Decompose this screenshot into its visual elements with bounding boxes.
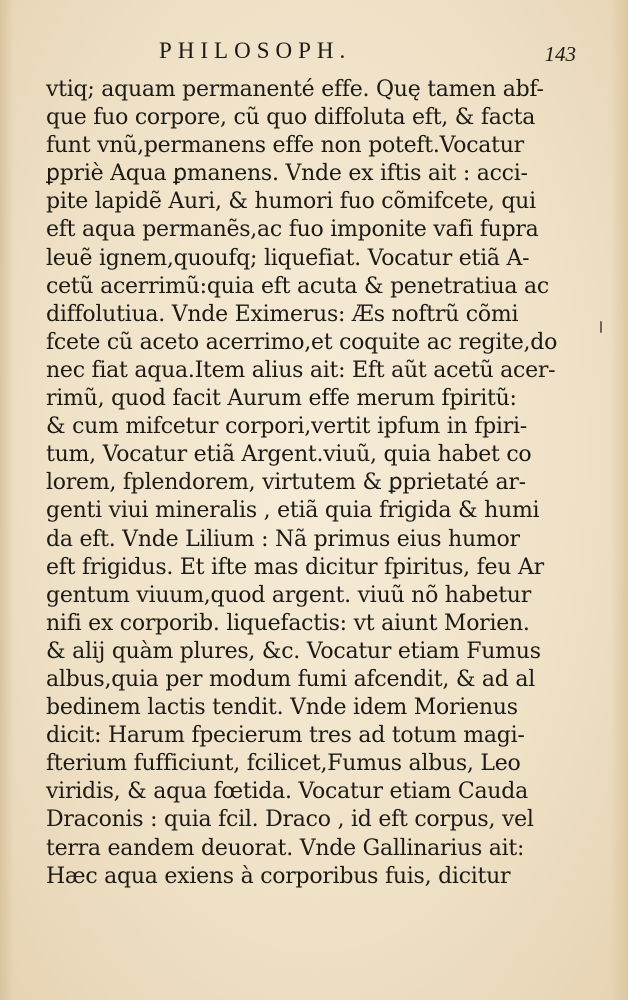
page-edge-shadow-right [610,0,628,1000]
text-line: rimũ, quod facit Aurum effe merum fpiritũ: [46,386,517,412]
page-header [46,34,576,74]
ink-mark [600,321,602,333]
text-line: da eft. Vnde Lilium : Nã primus eius humor [46,526,520,552]
text-line: fterium fufficiunt, fcilicet,Fumus albus, Leo [46,751,521,777]
text-line: viridis, & aqua fœtida. Vocatur etiam Cauda [46,779,528,805]
running-head: PHILOSOPH. [159,38,352,63]
text-line: lorem, fplendorem, virtutem & ꝑprietaté ar- [46,470,526,496]
page-edge-shadow-left [0,0,14,1000]
text-line: gentum viuum,quod argent. viuũ nõ habetur [46,582,531,608]
text-line: tum, Vocatur etiã Argent.viuũ, quia habet co [46,442,532,468]
text-line: diffolutiua. Vnde Eximerus: Æs noftrũ cõmi [46,301,519,327]
text-line: funt vnũ,permanens effe non poteft.Vocatur [46,133,524,159]
text-line: eft frigidus. Et ifte mas dicitur fpiritus, feu Ar [46,554,544,580]
text-line: eft aqua permanẽs,ac fuo imponite vafi fupra [46,217,539,243]
text-line: pite lapidẽ Auri, & humori fuo cõmifcete, qui [46,189,536,215]
text-line: genti viui mineralis , etiã quia frigida & humi [46,498,540,524]
text-line: que fuo corpore, cũ quo diffoluta eft, & facta [46,105,536,131]
text-line: cetũ acerrimũ:quia eft acuta & penetratiua ac [46,273,549,299]
text-line: bedinem lactis tendit. Vnde idem Morienus [46,695,518,721]
text-line: Draconis : quia fcil. Draco , id eft corpus, vel [46,807,534,833]
body-text [46,76,586,891]
text-line: albus,quia per modum fumi afcendit, & ad al [46,666,535,692]
text-line: ꝑpriè Aqua ꝑmanens. Vnde ex iftis ait : acci- [46,161,528,187]
page-number: 143 [544,42,576,66]
text-line: dicit: Harum fpecierum tres ad totum magi- [46,723,525,749]
text-line: Hæc aqua exiens à corporibus fuis, dicitur [46,863,511,889]
text-line: nifi ex corporib. liquefactis: vt aiunt Morien. [46,610,530,636]
text-line: leuẽ ignem,quoufq; liquefiat. Vocatur etiã A- [46,245,530,271]
text-line: & cum mifcetur corpori,vertit ipfum in fpiri- [46,414,527,440]
text-line: fcete cũ aceto acerrimo,et coquite ac regite,do [46,329,558,355]
text-line: nec fiat aqua.Item alius ait: Eft aũt acetũ acer- [46,357,556,383]
text-line: vtiq; aquam permanenté effe. Quę tamen abf- [46,77,544,102]
text-line: & alij quàm plures, &c. Vocatur etiam Fumus [46,638,541,664]
text-line: terra eandem deuorat. Vnde Gallinarius ait: [46,835,525,861]
